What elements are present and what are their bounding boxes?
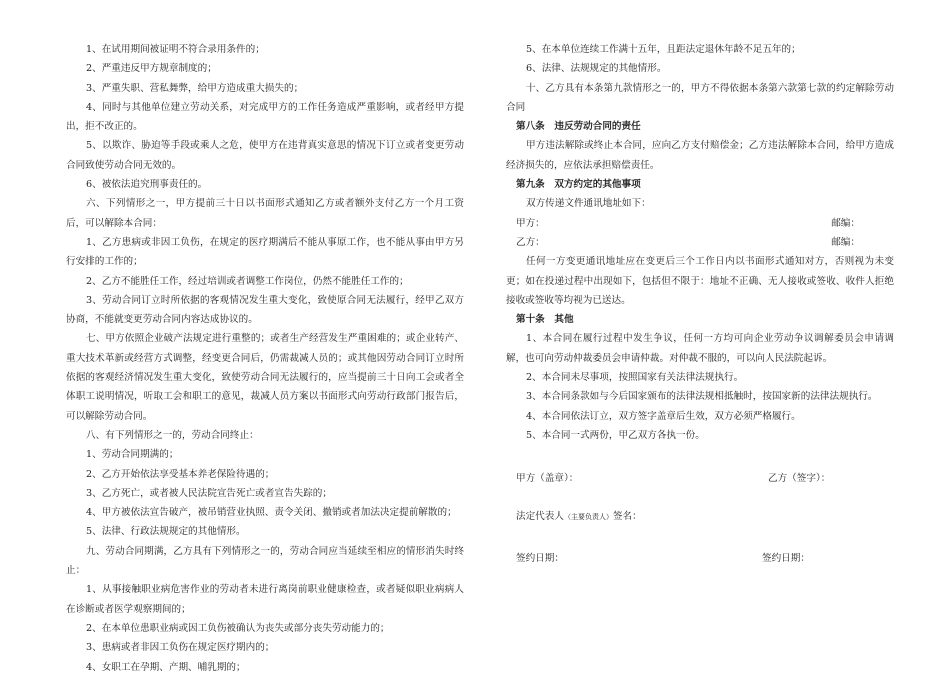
- paragraph: 七、甲方依照企业破产法规定进行重整的；或者生产经营发生严重困难的；或企业转产、重大技术革新或经营方式调整，经变更合同后，仍需裁减人员的；或其他因劳动合同订立时所依据的客观经济情况发生重大变化，致使劳动合同无法履行的，应当提前三十日向工会或者全体职工说明情况，听取工会和职工的意见，裁减人员方案以书面形式向劳动行政部门报告后，可以解除劳动合同。: [66, 333, 464, 422]
- paragraph: 5、在本单位连续工作满十五年，且距法定退休年龄不足五年的；: [526, 44, 801, 55]
- paragraph: 4、甲方被依法宣告破产，被吊销营业执照、责令关闭、撤销或者加法决定提前解散的；: [86, 507, 457, 519]
- party-a-seal-label: 甲方（盖章）：: [516, 473, 579, 485]
- party-a-date-label: 签约日期：: [516, 553, 564, 565]
- paragraph: 6、被依法追究刑事责任的。: [86, 179, 208, 191]
- paragraph: 3、劳动合同订立时所依据的客观情况发生重大变化，致使原合同无法履行，经甲乙双方协商，不能就变更劳动合同内容达成协议的。: [66, 294, 464, 326]
- paragraph: 6、法律、法规规定的其他情形。: [526, 63, 667, 75]
- paragraph: 3、严重失职、营私舞弊，给甲方造成重大损失的；: [86, 82, 304, 94]
- left-column: [66, 40, 464, 677]
- article-8-text: 甲方违法解除或终止本合同，应向乙方支付赔偿金；乙方违法解除本合同，给甲方造成经济损失的，应依法承担赔偿责任。: [506, 140, 894, 171]
- signature-block: [506, 445, 894, 605]
- legal-rep-suffix: 签名：: [612, 511, 642, 523]
- paragraph: 八、有下列情形之一的，劳动合同终止：: [86, 429, 259, 441]
- paragraph: 2、在本单位患职业病或因工负伤被确认为丧失或部分丧失劳动能力的；: [86, 622, 390, 634]
- article-9-heading: 第九条 双方约定的其他事项: [516, 179, 641, 191]
- party-b-label: 乙方：: [516, 236, 545, 248]
- legal-representative-label: [516, 507, 642, 527]
- paragraph: 1、从事接触职业病危害作业的劳动者未进行离岗前职业健康检查，或者疑似职业病病人在诊断或者医学观察期间的；: [66, 584, 464, 615]
- postcode-label: 邮编：: [831, 217, 860, 229]
- paragraph: 六、下列情形之一，甲方提前三十日以书面形式通知乙方或者额外支付乙方一个月工资后，可以解除本合同：: [66, 198, 464, 229]
- paragraph: 4、本合同依法订立，双方签字盖章后生效，双方必须严格履行。: [526, 410, 801, 422]
- paragraph: 4、女职工在孕期、产期、哺乳期的；: [86, 661, 246, 673]
- paragraph: 3、本合同条款如与今后国家颁布的法律法规相抵触时，按国家新的法律法规执行。: [526, 391, 878, 403]
- paragraph: 2、本合同未尽事项，按照国家有关法律法规执行。: [526, 372, 744, 384]
- paragraph: 1、本合同在履行过程中发生争议，任何一方均可向企业劳动争议调解委员会申请调解，也可向劳动仲裁委员会申请仲裁。对仲裁不服的，可以向人民法院起诉。: [506, 333, 894, 364]
- postcode-label: 邮编：: [831, 236, 860, 248]
- paragraph: 3、患病或者非因工负伤在规定医疗期内的；: [86, 642, 275, 654]
- party-a-address-row: [506, 214, 894, 233]
- party-b-date-label: 签约日期：: [762, 553, 810, 565]
- legal-rep-prefix: 法定代表人: [516, 511, 564, 523]
- legal-rep-note: （主要负责人）: [563, 513, 613, 522]
- party-a-label: 甲方：: [516, 217, 545, 229]
- paragraph: 1、乙方患病或非因工负伤，在规定的医疗期满后不能从事原工作，也不能从事由甲方另行安排的工作的；: [66, 236, 464, 268]
- paragraph: 5、法律、行政法规规定的其他情形。: [86, 526, 246, 538]
- right-column: [506, 40, 894, 605]
- paragraph: 5、以欺诈、胁迫等手段或乘人之危，使甲方在违背真实意思的情况下订立或者变更劳动合同致使劳动合同无效的。: [66, 140, 464, 171]
- article-9-intro: 双方传递文件通讯地址如下：: [526, 198, 651, 210]
- paragraph: 2、严重违反甲方规章制度的；: [86, 63, 217, 75]
- paragraph: 2、乙方开始依法享受基本养老保险待遇的；: [86, 468, 275, 480]
- paragraph: 2、乙方不能胜任工作，经过培训或者调整工作岗位，仍然不能胜任工作的；: [86, 275, 409, 287]
- article-8-heading: 第八条 违反劳动合同的责任: [516, 121, 641, 133]
- article-9-text: 任何一方变更通讯地址应在变更后三个工作日内以书面形式通知对方，否则视为未变更；如在投递过程中出现如下，包括但不限于：地址不正确、无人接收或签收、收件人拒绝接收或签收等均视为已送达。: [506, 256, 894, 306]
- paragraph: 5、本合同一式两份，甲乙双方各执一份。: [526, 429, 705, 441]
- article-10-heading: 第十条 其他: [516, 314, 574, 326]
- party-b-address-row: [506, 233, 894, 252]
- paragraph: 九、劳动合同期满，乙方具有下列情形之一的，劳动合同应当延续至相应的情形消失时终止：: [66, 545, 464, 577]
- paragraph: 3、乙方死亡，或者被人民法院宣告死亡或者宣告失踪的；: [86, 487, 332, 499]
- paragraph: 1、在试用期间被证明不符合录用条件的；: [86, 44, 265, 55]
- party-b-sign-label: 乙方（签字）：: [768, 473, 831, 485]
- paragraph: 十、乙方具有本条第九款情形之一的，甲方不得依据本条第六款第七款的约定解除劳动合同: [506, 82, 894, 113]
- paragraph: 1、劳动合同期满的；: [86, 449, 179, 461]
- paragraph: 4、同时与其他单位建立劳动关系，对完成甲方的工作任务造成严重影响，或者经甲方提出，拒不改正的。: [66, 101, 464, 133]
